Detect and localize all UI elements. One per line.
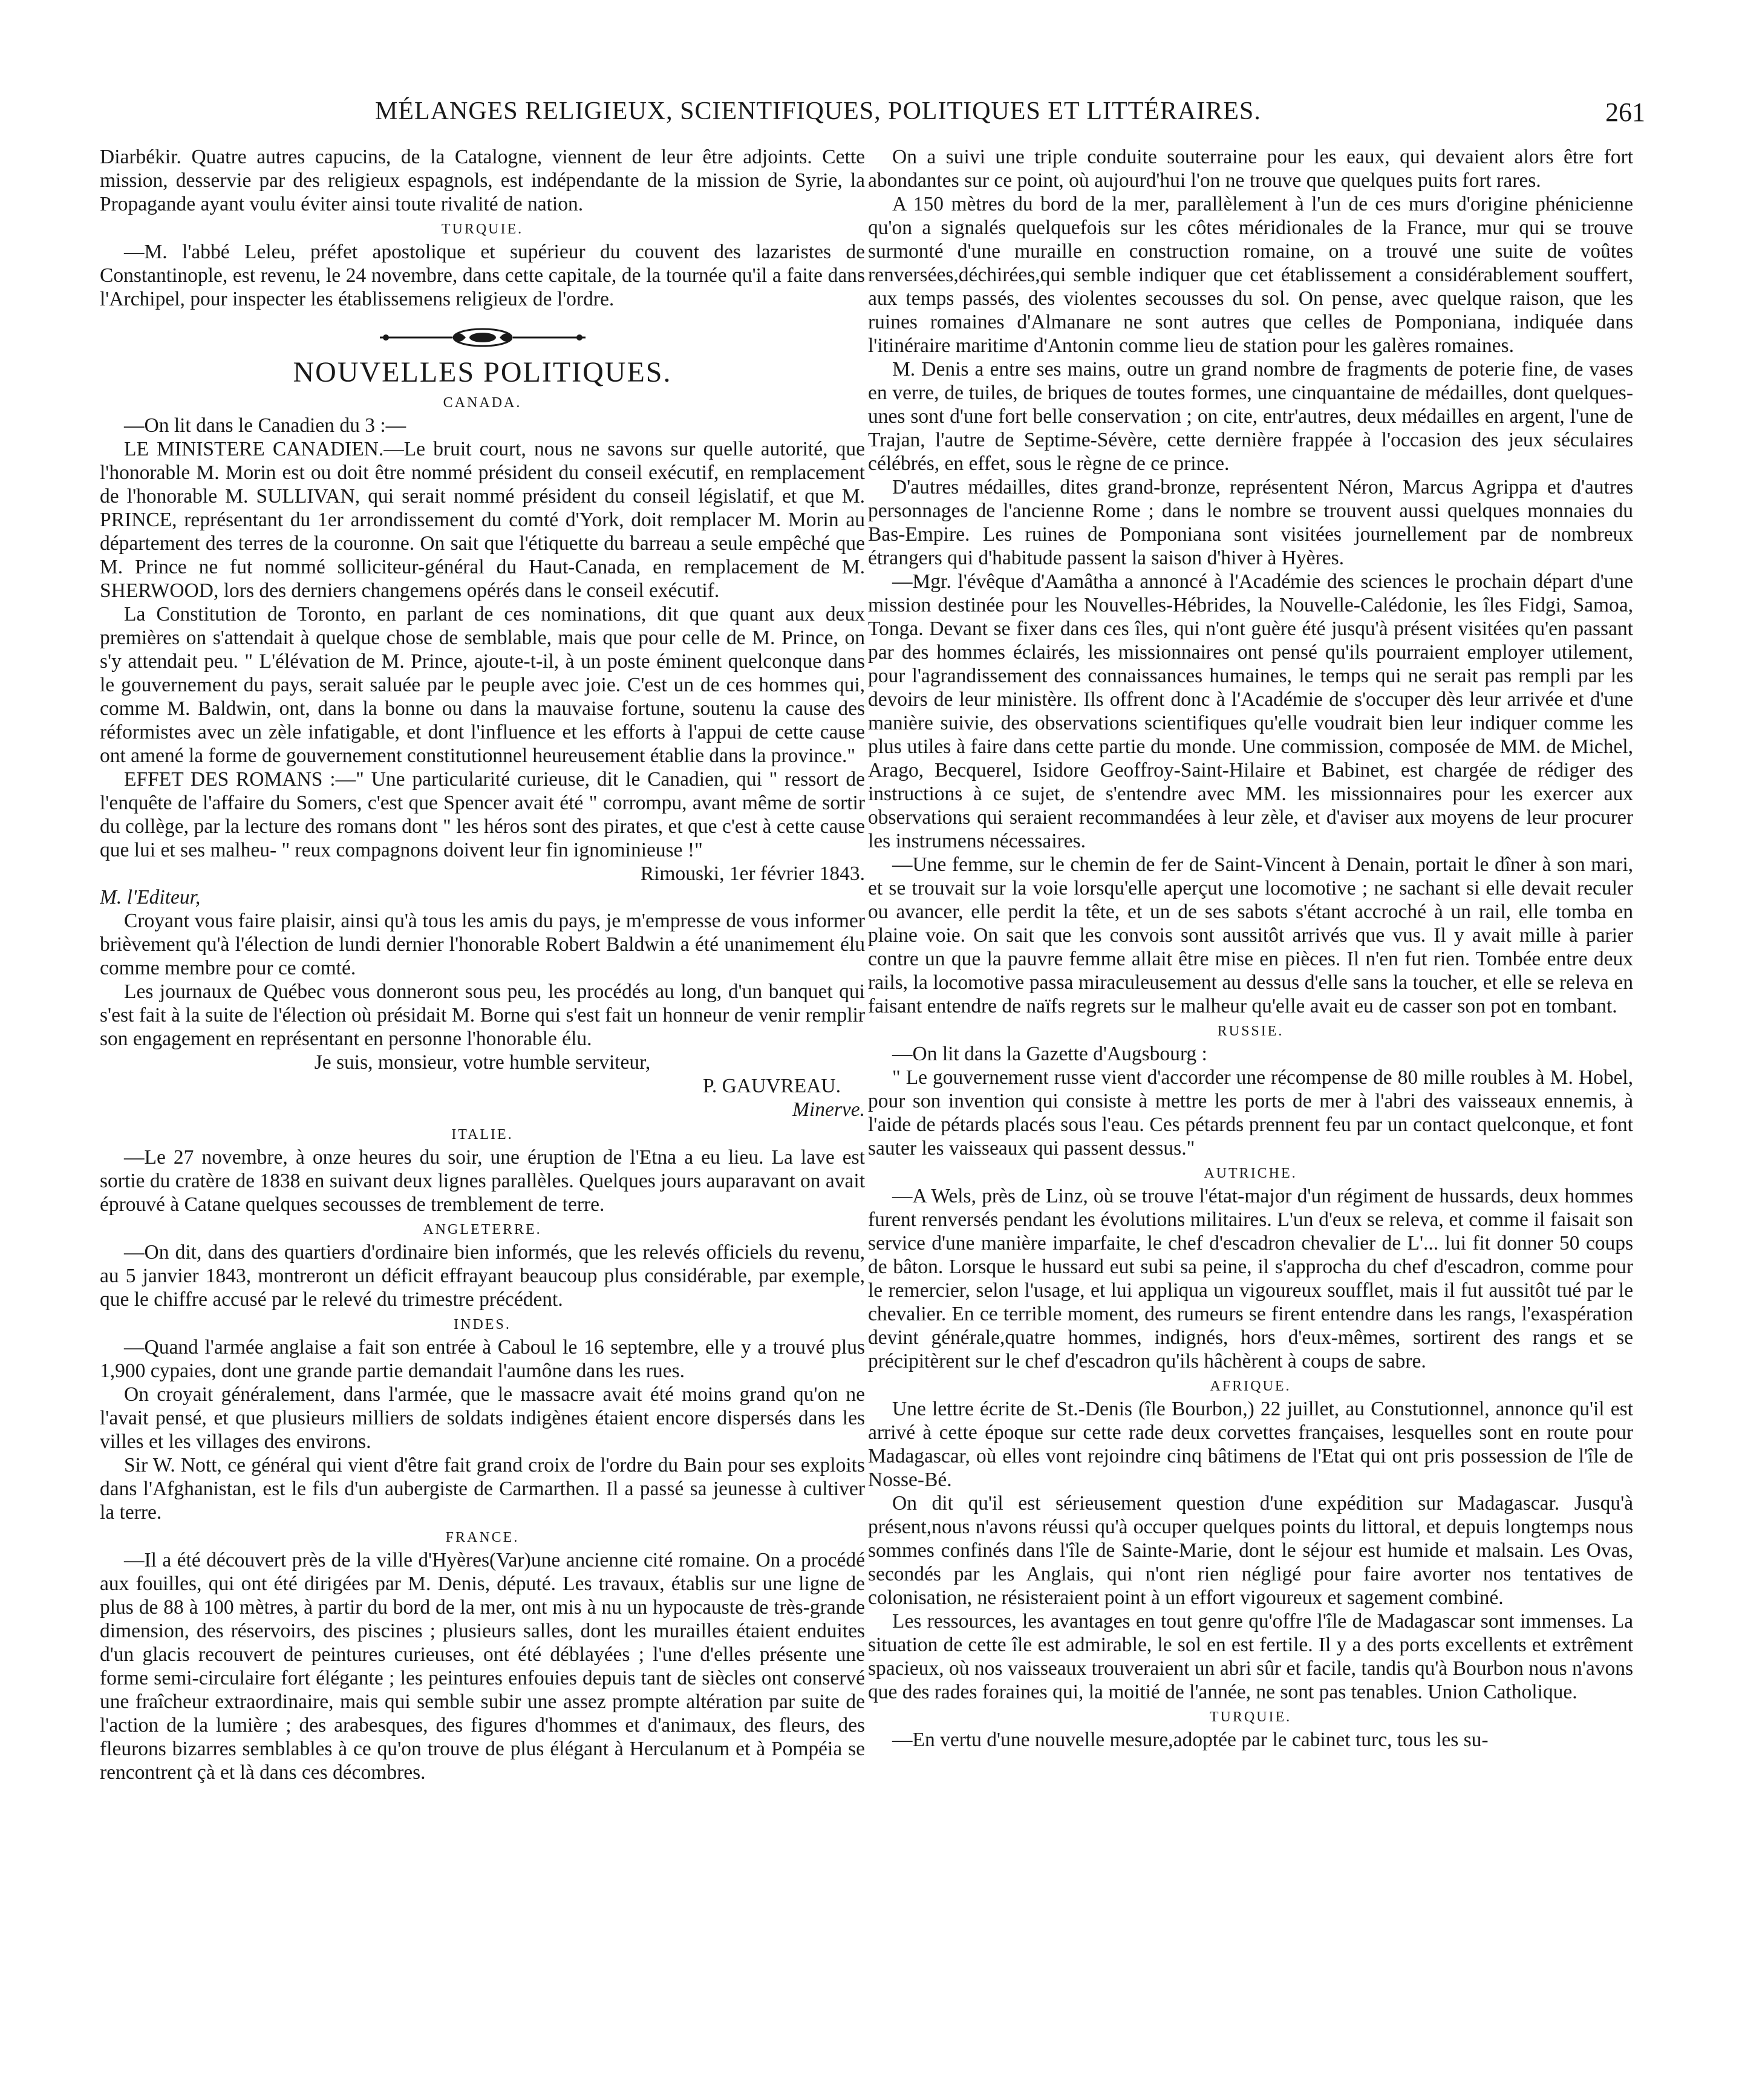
section-heading-afrique: AFRIQUE. bbox=[1210, 1378, 1291, 1394]
signature-name: P. GAUVREAU. bbox=[702, 1075, 841, 1097]
paragraph-femme: —Une femme, sur le chemin de fer de Saint-Vincent à Denain, portait le dîner à son mari, et se trouvait sur la voie lorsqu'elle aperçut une locomotive ; ne sachant si elle devait reculer ou avancer, elle perdit la tête, et un de ses sabots s'étant accroché à un rail, elle tomba en plaine voie. On sait que les convois sont aussitôt arrivés que vus. Il y avait mille à parier contre un que la pauvre femme allait être mise en pièces. Il n'en fut rien. Tombée entre deux rails, la locomotive passa miraculeusement au dessus d'elle sans la toucher, et elle se releva en faisant entendre de naïfs regrets sur le malheur qu'elle avait eu de casser son pot en tombant. bbox=[868, 853, 1633, 1017]
paragraph-journaux: Les journaux de Québec vous donneront sous peu, les procédés au long, d'un banquet qui s'est fait à la suite de l'élection où présidait M. Borne qui s'est fait un honneur de venir remplir son engagement en représentant en personne l'honorable élu. bbox=[100, 980, 865, 1050]
paragraph-grand-bronze: D'autres médailles, dites grand-bronze, représentent Néron, Marcus Agrippa et d'autres personnages de l'ancienne Rome ; dans le nombre se trouvent aussi quelques monnaies du Bas-Empire. Les ruines de Pomponiana sont visitées journellement par de nombreux étrangers qui d'habitude passent la saison d'hiver à Hyères. bbox=[868, 476, 1633, 569]
paragraph-autriche: —A Wels, près de Linz, où se trouve l'état-major d'un régiment de hussards, deux hommes furent renversés pendant les évolutions militaires. L'un d'eux se releva, et comme il faisait son service d'une manière imparfaite, le chef d'escadron chevalier de L'... lui fit donner 50 coups de bâton. Lorsque le hussard eut subi sa peine, il s'approcha du chef d'escadron, comme pour le remercier, selon l'usage, et lui appliqua un vigoureux soufflet, mais il fut aussitôt tué par le chevalier. En ce terrible moment, des rumeurs se firent entendre dans les rangs, l'exaspération devint générale,quatre hommes, indignés, hors d'eux-mêmes, sortirent des rangs et se précipitèrent sur le chef d'escadron qu'ils hâchèrent à coups de sabre. bbox=[868, 1185, 1633, 1372]
paragraph-canada-intro: —On lit dans le Canadien du 3 :— bbox=[124, 414, 406, 437]
paragraph-indes-1: —Quand l'armée anglaise a fait son entrée à Caboul le 16 septembre, elle y a trouvé plus 1,900 cypaies, dont une grande partie demandait l'aumône dans les rues. bbox=[100, 1336, 865, 1382]
paragraph-afrique-2: On dit qu'il est sérieusement question d'une expédition sur Madagascar. Jusqu'à présent,nous n'avons réussi qu'à occuper quelques points du littoral, et depuis longtemps nous sommes confinés dans l'île de Sainte-Marie, dont le séjour est humide et malsain. Les Ovas, secondés par les Anglais, qui n'ont rien négligé pour faire avorter nos tentatives de colonisation, ne résisteraient point à un effort vigoureux et sagement combiné. bbox=[868, 1492, 1633, 1609]
paragraph-intro: Diarbékir. Quatre autres capucins, de la Catalogne, viennent de leur être adjoints. Cette mission, desservie par des religieux espagnols, est indépendante de la mission de Syrie, la Propagande ayant voulu éviter ainsi toute rivalité de nation. bbox=[100, 146, 865, 215]
paragraph-afrique-3: Les ressources, les avantages en tout genre qu'offre l'île de Madagascar sont immenses. La situation de cette île est admirable, le sol en est fertile. Il y a des ports excellents et extrêment spacieux, où nos vaisseaux trouveraient un abri sûr et facile, tandis qu'à Bourbon nous n'avons que des rades foraines qui, la moitié de l'année, ne sont pas tenables. Union Catholique. bbox=[868, 1610, 1633, 1703]
section-heading-france: FRANCE. bbox=[445, 1530, 520, 1545]
section-heading-angleterre: ANGLETERRE. bbox=[423, 1222, 542, 1238]
paragraph-angleterre: —On dit, dans des quartiers d'ordinaire bien informés, que les relevés officiels du revenu, au 5 janvier 1843, montreront un déficit effrayant beaucoup plus considérable, par exemple, que le chiffre accusé par le relevé du trimestre précédent. bbox=[100, 1241, 865, 1311]
signature-source: Minerve. bbox=[792, 1098, 865, 1121]
left-column bbox=[100, 145, 865, 2038]
paragraph-indes-2: On croyait généralement, dans l'armée, que le massacre avait été moins grand qu'on ne l'avait pensé, et que plusieurs milliers de soldats indigènes étaient encore dispersés dans les villes et les villages des environs. bbox=[100, 1383, 865, 1453]
paragraph-medailles: M. Denis a entre ses mains, outre un grand nombre de fragments de poterie fine, de vases en verre, de tuiles, de briques de toutes formes, une cinquantaine de médailles, dont quelques-unes sont d'une fort belle conservation ; on cite, entr'autres, deux médailles en argent, l'une de Trajan, l'autre de Septime-Sévère, cette dernière frappée à l'occasion des jeux séculaires célébrés, en effet, sous le règne de ce prince. bbox=[868, 358, 1633, 475]
paragraph-france: —Il a été découvert près de la ville d'Hyères(Var)une ancienne cité romaine. On a procédé aux fouilles, qui ont été dirigées par M. Denis, député. Les travaux, établis sur une ligne de plus de 88 à 100 mètres, à partir du bord de la mer, ont mis à nu un hypocauste de très-grande dimension, des réservoirs, des piscines ; plusieurs salles, dont les murailles étaient enduites d'un glacis recouvert de peintures curieuses, ont été déblayées ; l'une d'elles présente une forme semi-circulaire fort élégante ; les peintures enfouies depuis tant de siècles ont conservé une fraîcheur extraordinaire, mais qui semble subir une assez prompte altération par suite de l'action de la lumière ; des arabesques, des figures d'hommes et d'animaux, des fleurs, des fleurons bizarres semblables à ce qu'on trouve de plus élégant à Herculanum et à Pompéia se rencontrent çà et là dans ces décombres. bbox=[100, 1549, 865, 1784]
dateline-rimouski: Rimouski, 1er février 1843. bbox=[640, 862, 865, 885]
paragraph-mission: —Mgr. l'évêque d'Aamâtha a annoncé à l'Académie des sciences le prochain départ d'une mission destinée pour les Nouvelles-Hébrides, la Nouvelle-Calédonie, les îles Fidgi, Samoa, Tonga. Devant se fixer dans ces îles, qui n'ont guère été jusqu'à présent visitées qu'en passant par des hommes éclairés, les missionnaires ont pensé qu'ils pourraient employer utilement, pour l'agrandissement des connaissances humaines, le temps qui ne serait pas rempli par les devoirs de leur ministère. Ils offrent donc à l'Académie de s'occuper dès leur arrivée et d'une manière suivie, des observations scientifiques qu'elle voudrait bien leur indiquer comme les plus utiles à faire dans cette partie du monde. Une commission, composée de MM. de Michel, Arago, Becquerel, Isidore Geoffroy-Saint-Hilaire et Babinet, est chargée de rédiger des instructions à ce sujet, de s'entendre avec MM. les missionnaires pour les exercer aux observations qui seraient recommandées à leur zèle, et d'aviser aux moyens de leur procurer les instrumens nécessaires. bbox=[868, 570, 1633, 852]
paragraph-afrique-1: Une lettre écrite de St.-Denis (île Bourbon,) 22 juillet, au Constutionnel, annonce qu'il est arrivé à cette époque sur cette rade deux corvettes françaises, lesquelles sont en route pour Madagascar, où elles vont rejoindre cinq bâtimens de l'Etat qui ont pris possession de l'île de Nosse-Bé. bbox=[868, 1398, 1633, 1491]
running-header bbox=[97, 97, 1645, 133]
paragraph-indes-3: Sir W. Nott, ce général qui vient d'être fait grand croix de l'ordre du Bain pour ses exploits dans l'Afghanistan, est le fils d'un aubergiste de Carmarthen. Il a passé sa jeunesse à cultiver la terre. bbox=[100, 1454, 865, 1524]
paragraph-conduite: On a suivi une triple conduite souterraine pour les eaux, qui devaient alors être fort abondantes sur ce point, où aujourd'hui l'on ne trouve que quelques puits fort rares. bbox=[868, 146, 1633, 192]
running-title: MÉLANGES RELIGIEUX, SCIENTIFIQUES, POLITIQUES ET LITTÉRAIRES. bbox=[375, 97, 1261, 125]
section-heading-canada: CANADA. bbox=[443, 395, 522, 411]
salutation: M. l'Editeur, bbox=[100, 886, 201, 908]
section-heading-autriche: AUTRICHE. bbox=[1204, 1166, 1297, 1181]
ornament-divider-icon bbox=[374, 324, 592, 351]
paragraph-effet-des-romans: EFFET DES ROMANS :—" Une particularité curieuse, dit le Canadien, qui " ressort de l'enquête de l'affaire du Somers, c'est que Spencer avait été " corrompu, avant même de sortir du collège, par la lecture des romans dont " les héros sont des pirates, et que c'est à cette cause que lui et ses malheu- " reux compagnons doivent leur fin ignominieuse !" bbox=[100, 768, 865, 861]
paragraph-italie: —Le 27 novembre, à onze heures du soir, une éruption de l'Etna a eu lieu. La lave est sortie du cratère de 1838 en suivant deux lignes parallèles. Quelques jours auparavant on avait éprouvé à Catane quelques secousses de tremblement de terre. bbox=[100, 1146, 865, 1216]
paragraph-russie-intro: —On lit dans la Gazette d'Augsbourg : bbox=[892, 1043, 1207, 1065]
section-heading-turquie-2: TURQUIE. bbox=[1209, 1709, 1292, 1725]
paragraph-constitution: La Constitution de Toronto, en parlant de ces nominations, dit que quant aux deux premières on s'attendait à quelque chose de semblable, mais que pour celle de M. Prince, on s'y attendait peu. " L'élévation de M. Prince, ajoute-t-il, à un poste éminent quelconque dans le gouvernement du pays, serait saluée par le peuple avec joie. C'est un de ces hommes qui, comme M. Baldwin, ont, dans la bonne ou dans la mauvaise fortune, soutenu la cause des réformistes avec un zèle infatigable, et dont l'influence et les efforts à l'appui de cette cause ont amené la forme de gouvernement constitutionnel heureusement établie dans la province." bbox=[100, 603, 865, 767]
section-heading-indes: INDES. bbox=[454, 1317, 511, 1332]
page-number: 261 bbox=[1605, 97, 1645, 127]
heading-nouvelles-politiques: NOUVELLES POLITIQUES. bbox=[293, 356, 672, 388]
closing-line: Je suis, monsieur, votre humble serviteur, bbox=[314, 1051, 651, 1074]
paragraph-voutes: A 150 mètres du bord de la mer, parallèlement à l'un de ces murs d'origine phénicienne qu'on a signalés quelquefois sur les côtes méridionales de la France, mur qui se trouve surmonté d'une muraille en construction romaine, on a trouvé une suite de voûtes renversées,déchirées,qui semble indiquer que cet établissement a considérablement souffert, aux temps passés, des violentes secousses du sol. On pense, avec quelque raison, que les ruines romaines d'Almanare ne sont autres que celles de Pomponiana, indiquée dans l'itinéraire maritime d'Antonin comme lieu de station pour les galères romaines. bbox=[868, 193, 1633, 357]
section-heading-russie: RUSSIE. bbox=[1217, 1023, 1284, 1039]
section-heading-turquie: TURQUIE. bbox=[441, 221, 524, 237]
paragraph-turquie-2: —En vertu d'une nouvelle mesure,adoptée par le cabinet turc, tous les su- bbox=[892, 1729, 1489, 1751]
right-column bbox=[868, 145, 1633, 2069]
paragraph-ministere: LE MINISTERE CANADIEN.—Le bruit court, nous ne savons sur quelle autorité, que l'honorable M. Morin est ou doit être nommé président du conseil exécutif, en remplacement de l'honorable M. SULLIVAN, qui serait nommé président du conseil législatif, et que M. PRINCE, représentant du 1er arrondissement du comté d'York, doit remplacer M. Morin au département des terres de la couronne. On sait que l'étiquette du barreau a seule empêché que M. Prince ne fut nommé solliciteur-général du Haut-Canada, en remplacement de M. SHERWOOD, lors des derniers changemens opérés dans le conseil exécutif. bbox=[100, 438, 865, 602]
paragraph-russie: " Le gouvernement russe vient d'accorder une récompense de 80 mille roubles à M. Hobel, pour son invention qui consiste à mettre les ports de mer à l'abri des vaisseaux ennemis, à l'aide de pétards placés sous l'eau. Ces pétards prennent feu par un contact quelconque, et font sauter les vaisseaux qui passent dessus." bbox=[868, 1066, 1633, 1159]
paragraph-turquie: —M. l'abbé Leleu, préfet apostolique et supérieur du couvent des lazaristes de Constantinople, est revenu, le 24 novembre, dans cette capitale, de la tournée qu'il a faite dans l'Archipel, pour inspecter les établissemens religieux de l'ordre. bbox=[100, 241, 865, 310]
paragraph-croyant: Croyant vous faire plaisir, ainsi qu'à tous les amis du pays, je m'empresse de vous informer brièvement qu'à l'élection de lundi dernier l'honorable Robert Baldwin a été unanimement élu comme membre pour ce comté. bbox=[100, 910, 865, 979]
section-heading-italie: ITALIE. bbox=[451, 1127, 514, 1143]
